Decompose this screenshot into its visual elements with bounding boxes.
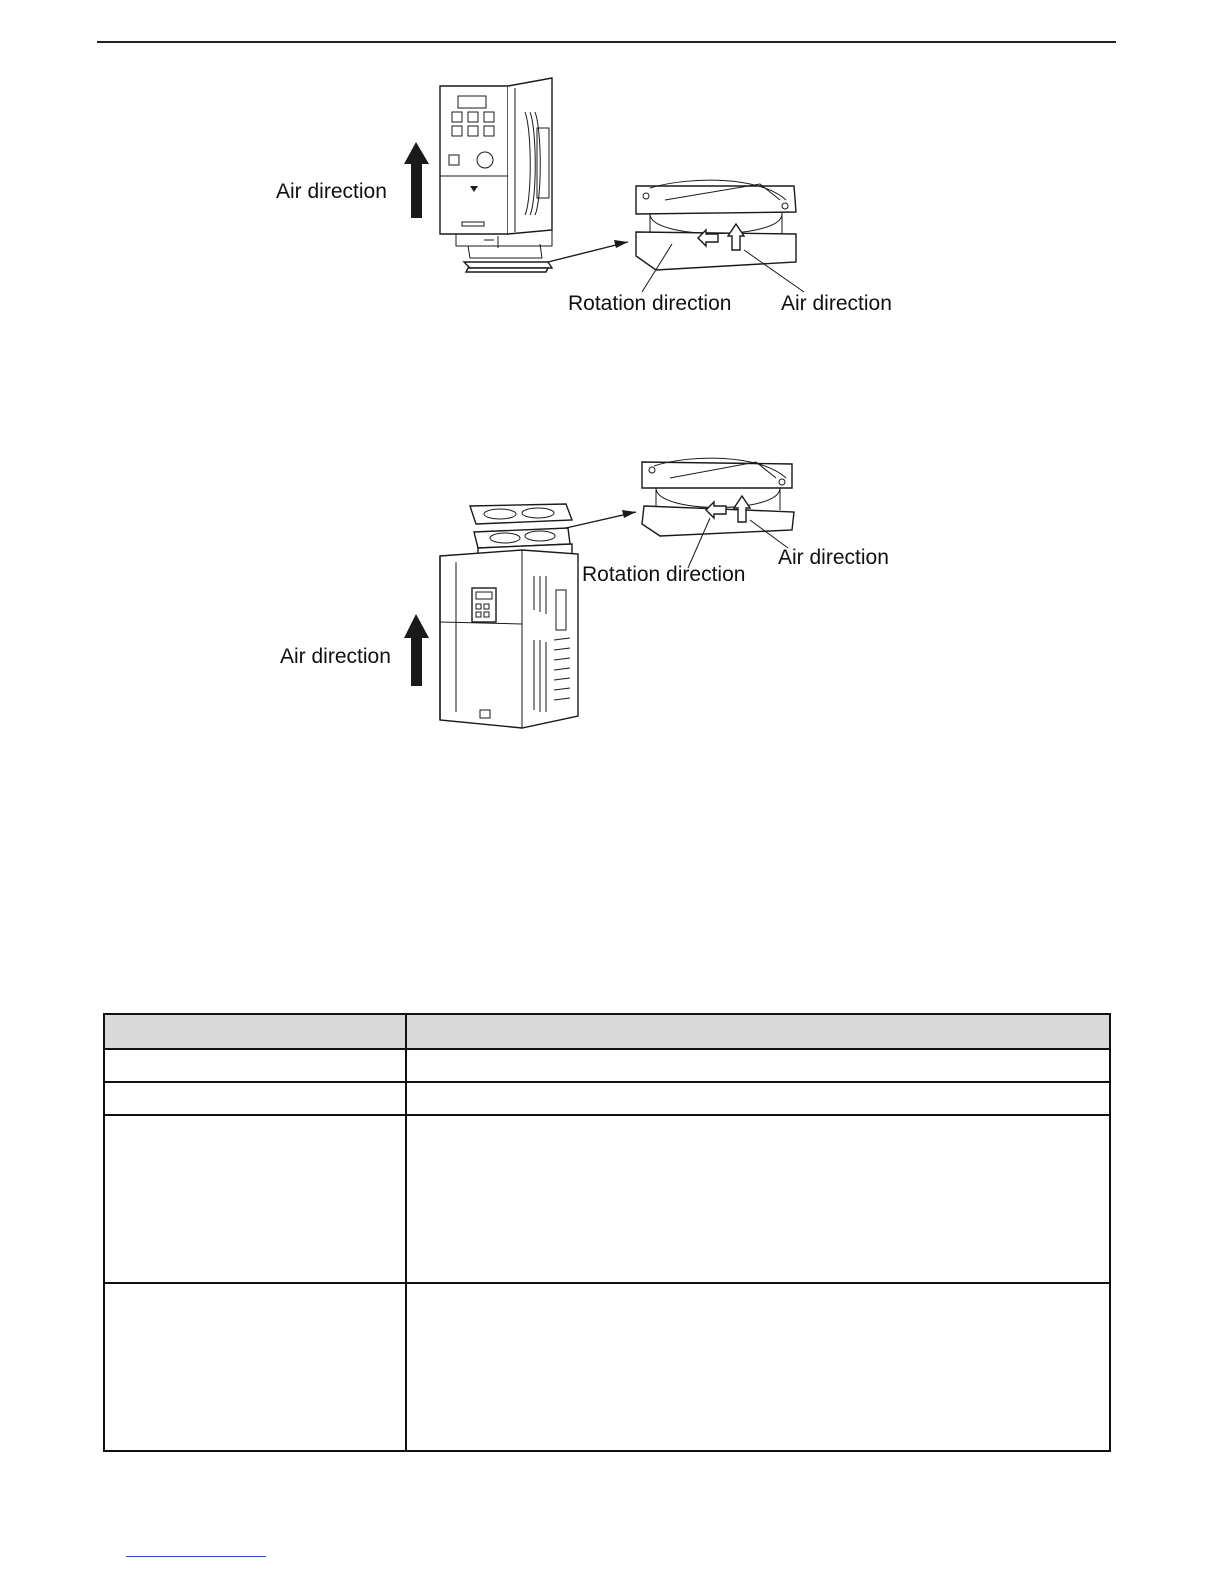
figure-large-inverter-fan — [0, 440, 1224, 745]
inverter-drawing-large — [440, 544, 578, 728]
spec-table — [103, 1013, 1111, 1452]
table-row — [104, 1049, 1110, 1082]
table-header-cell-1 — [104, 1014, 406, 1049]
table-cell — [104, 1049, 406, 1082]
footer-link-underline[interactable] — [126, 1556, 266, 1557]
figure-small-inverter-fan — [0, 0, 1224, 365]
table-cell — [104, 1283, 406, 1451]
table-row — [104, 1115, 1110, 1283]
figure-2-drawing — [0, 440, 1224, 740]
table-cell — [406, 1283, 1110, 1451]
figure-2-air-direction-label: Air direction — [280, 645, 391, 668]
figure-1-fan-air-direction-label: Air direction — [781, 292, 892, 315]
figure-1-rotation-direction-label: Rotation direction — [568, 292, 732, 315]
inverter-drawing-small — [440, 78, 552, 272]
table-row — [104, 1082, 1110, 1115]
table-header-cell-2 — [406, 1014, 1110, 1049]
fan-drawing-1 — [636, 180, 796, 270]
table-header-row — [104, 1014, 1110, 1049]
figure-1-drawing — [0, 0, 1224, 360]
table-cell — [406, 1115, 1110, 1283]
table-cell — [104, 1082, 406, 1115]
air-direction-arrow-icon — [404, 614, 429, 686]
figure-2-rotation-direction-label: Rotation direction — [582, 563, 746, 586]
figure-1-air-direction-label: Air direction — [276, 180, 387, 203]
fan-drawing-2 — [642, 458, 794, 536]
figure-2-fan-air-direction-label: Air direction — [778, 546, 889, 569]
fan-cover-plates — [470, 504, 572, 548]
table-cell — [104, 1115, 406, 1283]
table-cell — [406, 1082, 1110, 1115]
table-cell — [406, 1049, 1110, 1082]
table-row — [104, 1283, 1110, 1451]
air-direction-arrow-icon — [404, 142, 429, 218]
